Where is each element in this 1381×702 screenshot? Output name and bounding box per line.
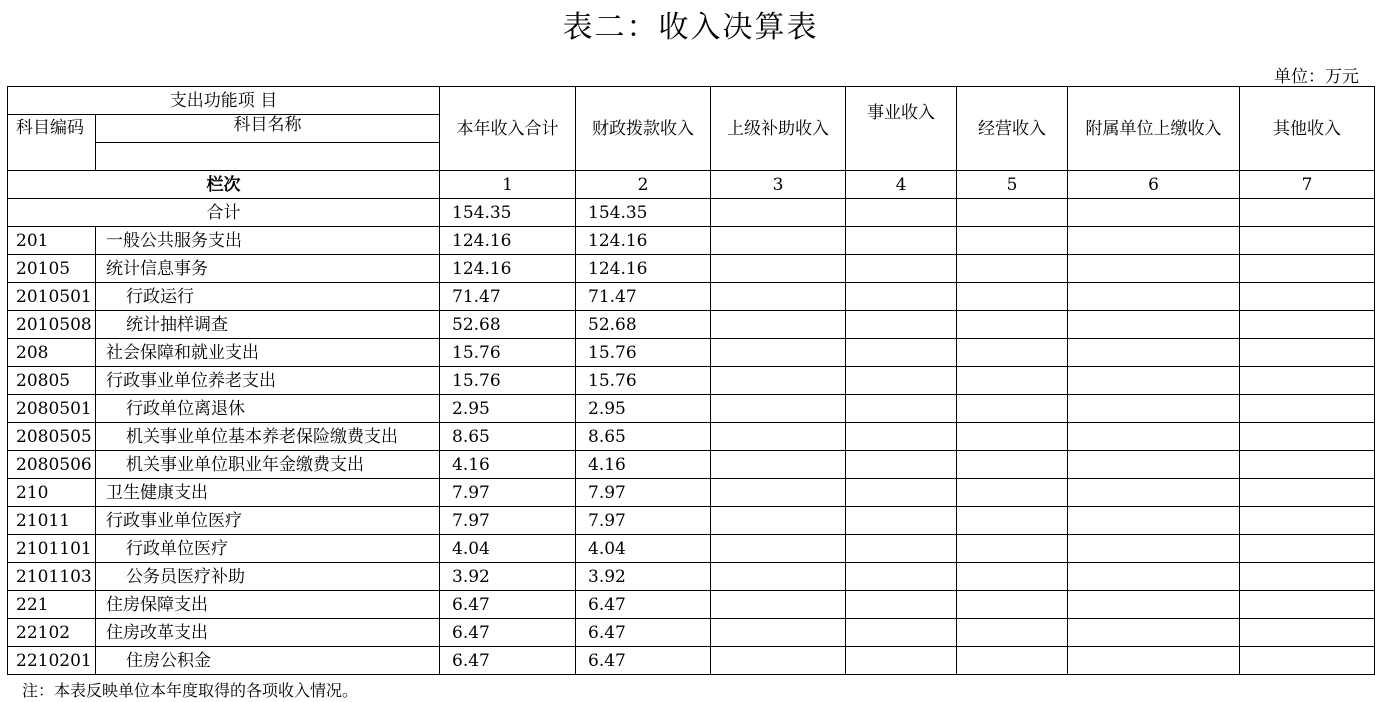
code-header: 科目编码 bbox=[8, 115, 96, 171]
row-total: 124.16 bbox=[440, 255, 576, 283]
empty-cell bbox=[957, 255, 1068, 283]
table-row bbox=[8, 283, 1375, 311]
empty-cell bbox=[846, 479, 957, 507]
empty-cell bbox=[1068, 227, 1240, 255]
row-fiscal: 7.97 bbox=[576, 479, 711, 507]
row-fiscal: 6.47 bbox=[576, 591, 711, 619]
row-total: 6.47 bbox=[440, 647, 576, 675]
index-1: 1 bbox=[440, 171, 576, 199]
row-total: 71.47 bbox=[440, 283, 576, 311]
empty-cell bbox=[1068, 451, 1240, 479]
empty-cell bbox=[846, 647, 957, 675]
table-row bbox=[8, 255, 1375, 283]
empty-cell bbox=[957, 339, 1068, 367]
col-operating-header: 经营收入 bbox=[957, 87, 1068, 171]
table-row bbox=[8, 451, 1375, 479]
row-name: 公务员医疗补助 bbox=[96, 563, 440, 591]
empty-cell bbox=[1068, 255, 1240, 283]
row-name: 一般公共服务支出 bbox=[96, 227, 440, 255]
row-name: 住房公积金 bbox=[96, 647, 440, 675]
empty-cell bbox=[846, 255, 957, 283]
table-row bbox=[8, 423, 1375, 451]
row-code: 2101103 bbox=[8, 563, 96, 591]
col-superior-header: 上级补助收入 bbox=[711, 87, 846, 171]
table-row bbox=[8, 535, 1375, 563]
empty-cell bbox=[957, 535, 1068, 563]
row-fiscal: 6.47 bbox=[576, 619, 711, 647]
empty-cell bbox=[1240, 591, 1375, 619]
row-fiscal: 6.47 bbox=[576, 647, 711, 675]
empty-cell bbox=[1068, 199, 1240, 227]
empty-cell bbox=[711, 647, 846, 675]
empty-cell bbox=[957, 451, 1068, 479]
row-fiscal: 7.97 bbox=[576, 507, 711, 535]
row-name: 社会保障和就业支出 bbox=[96, 339, 440, 367]
empty-cell bbox=[1068, 423, 1240, 451]
row-fiscal: 4.04 bbox=[576, 535, 711, 563]
table-row bbox=[8, 619, 1375, 647]
index-row bbox=[8, 171, 1375, 199]
row-code: 2210201 bbox=[8, 647, 96, 675]
empty-cell bbox=[1240, 535, 1375, 563]
index-4: 4 bbox=[846, 171, 957, 199]
row-code: 201 bbox=[8, 227, 96, 255]
empty-cell bbox=[711, 535, 846, 563]
empty-cell bbox=[846, 367, 957, 395]
empty-cell bbox=[846, 339, 957, 367]
col-other-header: 其他收入 bbox=[1240, 87, 1375, 171]
empty-cell bbox=[711, 255, 846, 283]
row-code: 2010508 bbox=[8, 311, 96, 339]
empty-cell bbox=[1240, 199, 1375, 227]
row-name: 行政单位离退休 bbox=[96, 395, 440, 423]
empty-cell bbox=[1068, 563, 1240, 591]
empty-cell bbox=[957, 227, 1068, 255]
empty-cell bbox=[1240, 367, 1375, 395]
row-name: 行政事业单位养老支出 bbox=[96, 367, 440, 395]
table-row bbox=[8, 563, 1375, 591]
empty-cell bbox=[957, 507, 1068, 535]
empty-cell bbox=[846, 535, 957, 563]
row-total: 124.16 bbox=[440, 227, 576, 255]
empty-cell bbox=[1068, 395, 1240, 423]
table-row bbox=[8, 367, 1375, 395]
unit-label: 单位：万元 bbox=[1274, 67, 1359, 87]
table-row bbox=[8, 227, 1375, 255]
empty-cell bbox=[711, 395, 846, 423]
empty-cell bbox=[846, 451, 957, 479]
empty-cell bbox=[1068, 479, 1240, 507]
empty-cell bbox=[1240, 647, 1375, 675]
empty-cell bbox=[711, 227, 846, 255]
empty-cell bbox=[711, 423, 846, 451]
table-row bbox=[8, 311, 1375, 339]
row-code: 221 bbox=[8, 591, 96, 619]
empty-cell bbox=[711, 507, 846, 535]
total-fiscal: 154.35 bbox=[576, 199, 711, 227]
empty-cell bbox=[1240, 311, 1375, 339]
empty-cell bbox=[1240, 283, 1375, 311]
row-code: 20805 bbox=[8, 367, 96, 395]
page-title: 表二：收入决算表 bbox=[562, 10, 819, 45]
row-total: 15.76 bbox=[440, 339, 576, 367]
empty-cell bbox=[1240, 619, 1375, 647]
empty-cell bbox=[1068, 619, 1240, 647]
empty-cell bbox=[711, 311, 846, 339]
empty-cell bbox=[846, 563, 957, 591]
header-row-1 bbox=[8, 87, 1375, 115]
row-code: 2101101 bbox=[8, 535, 96, 563]
col-affiliated-header: 附属单位上缴收入 bbox=[1068, 87, 1240, 171]
empty-cell bbox=[1240, 339, 1375, 367]
empty-cell bbox=[846, 395, 957, 423]
empty-cell bbox=[846, 591, 957, 619]
row-code: 210 bbox=[8, 479, 96, 507]
empty-cell bbox=[1068, 311, 1240, 339]
empty-cell bbox=[1240, 451, 1375, 479]
row-name: 行政事业单位医疗 bbox=[96, 507, 440, 535]
row-fiscal: 4.16 bbox=[576, 451, 711, 479]
empty-cell bbox=[711, 367, 846, 395]
empty-cell bbox=[711, 451, 846, 479]
index-label: 栏次 bbox=[8, 171, 440, 199]
row-fiscal: 15.76 bbox=[576, 367, 711, 395]
name-header-spacer bbox=[96, 143, 440, 171]
empty-cell bbox=[1068, 283, 1240, 311]
row-name: 机关事业单位职业年金缴费支出 bbox=[96, 451, 440, 479]
index-6: 6 bbox=[1068, 171, 1240, 199]
empty-cell bbox=[957, 563, 1068, 591]
name-header: 科目名称 bbox=[96, 115, 440, 143]
empty-cell bbox=[846, 619, 957, 647]
empty-cell bbox=[1240, 395, 1375, 423]
row-name: 统计信息事务 bbox=[96, 255, 440, 283]
empty-cell bbox=[1068, 507, 1240, 535]
row-total: 4.16 bbox=[440, 451, 576, 479]
row-code: 22102 bbox=[8, 619, 96, 647]
row-fiscal: 8.65 bbox=[576, 423, 711, 451]
index-2: 2 bbox=[576, 171, 711, 199]
row-total: 3.92 bbox=[440, 563, 576, 591]
row-total: 2.95 bbox=[440, 395, 576, 423]
empty-cell bbox=[711, 199, 846, 227]
empty-cell bbox=[711, 619, 846, 647]
row-name: 卫生健康支出 bbox=[96, 479, 440, 507]
col-business-header: 事业收入 bbox=[846, 87, 957, 171]
empty-cell bbox=[846, 507, 957, 535]
empty-cell bbox=[957, 395, 1068, 423]
total-row bbox=[8, 199, 1375, 227]
table-row bbox=[8, 591, 1375, 619]
empty-cell bbox=[1240, 227, 1375, 255]
empty-cell bbox=[846, 423, 957, 451]
row-total: 6.47 bbox=[440, 591, 576, 619]
table-row bbox=[8, 647, 1375, 675]
row-fiscal: 2.95 bbox=[576, 395, 711, 423]
col-total-header: 本年收入合计 bbox=[440, 87, 576, 171]
empty-cell bbox=[1240, 563, 1375, 591]
index-3: 3 bbox=[711, 171, 846, 199]
empty-cell bbox=[1240, 507, 1375, 535]
empty-cell bbox=[846, 227, 957, 255]
row-code: 20105 bbox=[8, 255, 96, 283]
row-name: 机关事业单位基本养老保险缴费支出 bbox=[96, 423, 440, 451]
empty-cell bbox=[1240, 255, 1375, 283]
empty-cell bbox=[957, 423, 1068, 451]
row-total: 52.68 bbox=[440, 311, 576, 339]
empty-cell bbox=[1068, 339, 1240, 367]
empty-cell bbox=[1068, 647, 1240, 675]
empty-cell bbox=[957, 311, 1068, 339]
empty-cell bbox=[957, 199, 1068, 227]
income-table bbox=[7, 86, 1375, 675]
row-fiscal: 124.16 bbox=[576, 227, 711, 255]
empty-cell bbox=[711, 479, 846, 507]
empty-cell bbox=[846, 283, 957, 311]
row-code: 2080501 bbox=[8, 395, 96, 423]
empty-cell bbox=[1240, 479, 1375, 507]
empty-cell bbox=[1068, 367, 1240, 395]
row-name: 住房改革支出 bbox=[96, 619, 440, 647]
empty-cell bbox=[711, 591, 846, 619]
row-total: 7.97 bbox=[440, 507, 576, 535]
empty-cell bbox=[957, 367, 1068, 395]
row-name: 行政单位医疗 bbox=[96, 535, 440, 563]
empty-cell bbox=[711, 283, 846, 311]
total-amount: 154.35 bbox=[440, 199, 576, 227]
empty-cell bbox=[711, 563, 846, 591]
empty-cell bbox=[957, 591, 1068, 619]
empty-cell bbox=[711, 339, 846, 367]
row-total: 8.65 bbox=[440, 423, 576, 451]
row-name: 统计抽样调查 bbox=[96, 311, 440, 339]
table-row bbox=[8, 395, 1375, 423]
col-fiscal-header: 财政拨款收入 bbox=[576, 87, 711, 171]
row-total: 7.97 bbox=[440, 479, 576, 507]
row-name: 行政运行 bbox=[96, 283, 440, 311]
table-row bbox=[8, 339, 1375, 367]
row-code: 2080505 bbox=[8, 423, 96, 451]
row-total: 6.47 bbox=[440, 619, 576, 647]
row-name: 住房保障支出 bbox=[96, 591, 440, 619]
row-code: 21011 bbox=[8, 507, 96, 535]
empty-cell bbox=[957, 619, 1068, 647]
row-fiscal: 124.16 bbox=[576, 255, 711, 283]
empty-cell bbox=[957, 283, 1068, 311]
footnote: 注：本表反映单位本年度取得的各项收入情况。 bbox=[22, 681, 359, 700]
index-7: 7 bbox=[1240, 171, 1375, 199]
row-total: 15.76 bbox=[440, 367, 576, 395]
row-fiscal: 71.47 bbox=[576, 283, 711, 311]
empty-cell bbox=[846, 311, 957, 339]
empty-cell bbox=[957, 479, 1068, 507]
empty-cell bbox=[1068, 591, 1240, 619]
empty-cell bbox=[846, 199, 957, 227]
row-code: 208 bbox=[8, 339, 96, 367]
row-code: 2010501 bbox=[8, 283, 96, 311]
empty-cell bbox=[1240, 423, 1375, 451]
table-row bbox=[8, 479, 1375, 507]
row-fiscal: 52.68 bbox=[576, 311, 711, 339]
table-row bbox=[8, 507, 1375, 535]
function-item-header: 支出功能项 目 bbox=[8, 87, 440, 115]
row-total: 4.04 bbox=[440, 535, 576, 563]
row-fiscal: 15.76 bbox=[576, 339, 711, 367]
total-label: 合计 bbox=[8, 199, 440, 227]
index-5: 5 bbox=[957, 171, 1068, 199]
empty-cell bbox=[957, 647, 1068, 675]
row-code: 2080506 bbox=[8, 451, 96, 479]
empty-cell bbox=[1068, 535, 1240, 563]
row-fiscal: 3.92 bbox=[576, 563, 711, 591]
